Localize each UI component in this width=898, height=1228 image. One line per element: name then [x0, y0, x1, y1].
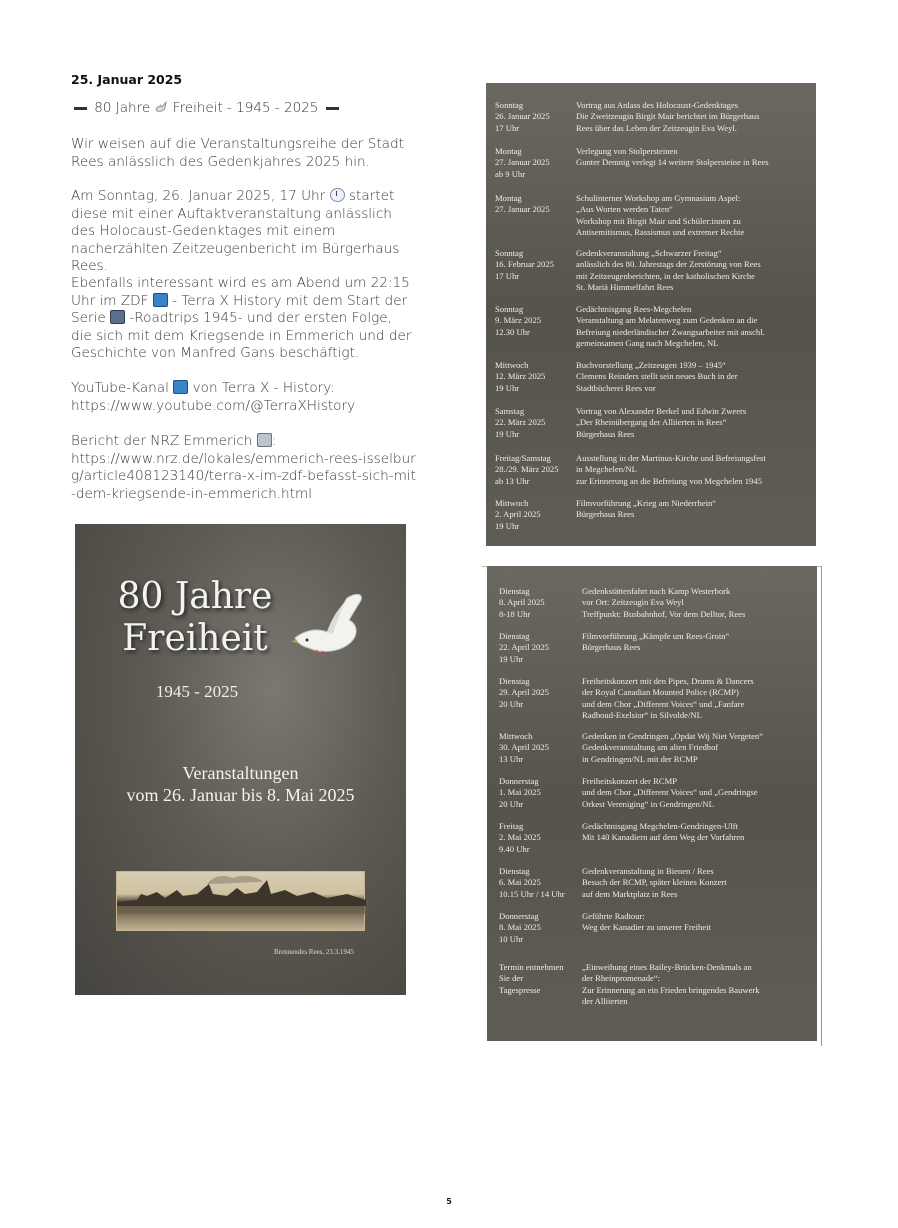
schedule-date-line: Mittwoch: [495, 498, 529, 508]
schedule-description: [582, 821, 816, 844]
tv-paragraph: [71, 275, 416, 363]
schedule-date-line: Dienstag: [499, 866, 530, 876]
schedule-description-line: Veranstaltung am Melatenweg zum Gedenken an die: [576, 315, 758, 326]
schedule-date-line: Dienstag: [499, 676, 530, 686]
schedule-description: [576, 248, 810, 294]
schedule-description-line: Mit 140 Kanadiern auf dem Weg der Vorfahren: [582, 832, 745, 843]
schedule-description-line: Buchvorstellung „Zeitzeugen 1939 – 1945“: [576, 360, 726, 370]
schedule-date: [495, 498, 573, 532]
schedule-description-line: mit Zeitzeugenberichten, in der katholischen Kirche: [576, 270, 755, 281]
nrz-text-a: Bericht der NRZ Emmerich: [71, 433, 253, 449]
schedule-description-line: Gedächtnisgang Rees-Megchelen: [576, 304, 692, 314]
schedule-description-line: vor Ort: Zeitzeugin Eva Weyl: [582, 597, 684, 608]
schedule-date: [495, 248, 573, 282]
schedule-date-line: Termin entnehmen: [499, 962, 564, 972]
schedule-date-line: 17 Uhr: [495, 270, 520, 281]
schedule-date-line: 2. April 2025: [495, 509, 541, 520]
schedule-date-line: 1. Mai 2025: [499, 787, 541, 798]
title-line: [71, 100, 342, 116]
schedule-date-line: 20 Uhr: [499, 698, 524, 709]
schedule-date-line: Sonntag: [495, 100, 524, 110]
schedule-date-line: 22. April 2025: [499, 642, 549, 653]
schedule-description: [582, 586, 816, 620]
schedule-date-line: 19 Uhr: [495, 382, 520, 393]
schedule-date-line: 22. März 2025: [495, 417, 546, 428]
schedule-date-line: 27. Januar 2025: [495, 204, 550, 215]
schedule-date: [495, 193, 573, 216]
schedule-date-line: Dienstag: [499, 586, 530, 596]
schedule-description-line: Filmvorführung „Krieg am Niederrhein“: [576, 498, 717, 508]
schedule-panel-1: [486, 83, 816, 546]
schedule-description-line: Gedächtnisgang Megchelen-Gendringen-Ulft: [582, 821, 738, 831]
schedule-description-line: Gunter Demnig verlegt 14 weitere Stolpersteine in Rees: [576, 157, 769, 168]
schedule-date-line: Tagespresse: [499, 984, 541, 995]
schedule-date-line: 10 Uhr: [499, 933, 524, 944]
nrz-link[interactable]: https://www.nrz.de/lokales/emmerich-rees-isselburg/article408123140/terra-x-im-zdf-befasst-sich-mit-dem-kriegsende-in-emmerich.html: [71, 450, 416, 502]
schedule-description: [576, 360, 810, 394]
schedule-description-line: Gedenkveranstaltung am alten Friedhof: [582, 742, 719, 753]
schedule-description-line: Bürgerhaus Rees: [576, 509, 635, 520]
schedule-description: [576, 304, 810, 350]
schedule-description-line: Vortrag von Alexander Berkel und Edwin Zweers: [576, 406, 747, 416]
schedule-date-line: Donnerstag: [499, 911, 539, 921]
schedule-date-line: 16. Februar 2025: [495, 259, 554, 270]
schedule-description-line: Vortrag aus Anlass des Holocaust-Gedenktages: [576, 100, 739, 110]
schedule-date-line: ab 13 Uhr: [495, 475, 530, 486]
schedule-description-line: Die Zweitzeugin Birgit Mair berichtet im Bürgerhaus: [576, 111, 760, 122]
youtube-text-a: YouTube-Kanal: [71, 380, 169, 396]
schedule-date-line: Montag: [495, 193, 522, 203]
youtube-link[interactable]: https://www.youtube.com/@TerraXHistory: [71, 397, 356, 414]
schedule-date-line: Donnerstag: [499, 776, 539, 786]
dove-icon: [287, 590, 367, 660]
schedule-description-line: und dem Chor „Different Voices“ und „Fanfare: [582, 698, 745, 709]
schedule-description: [576, 498, 810, 521]
schedule-description: [582, 911, 816, 934]
schedule-date-line: 9.40 Uhr: [499, 843, 530, 854]
tv-text-a: Ebenfalls interessant wird es am Abend um 22:15 Uhr im ZDF: [71, 275, 410, 309]
schedule-date: [495, 406, 573, 440]
schedule-description-line: Clemens Reinders stellt sein neues Buch in der: [576, 371, 738, 382]
youtube-paragraph: [71, 380, 416, 415]
schedule-date-line: 8. Mai 2025: [499, 922, 541, 933]
schedule-description-line: der Rheinpromenade“:: [582, 973, 661, 984]
clock-icon: [330, 188, 345, 202]
schedule-date: [495, 453, 573, 487]
schedule-date-line: 26. Januar 2025: [495, 111, 550, 122]
schedule-date-line: 27. Januar 2025: [495, 157, 550, 168]
schedule-description-line: Orkest Vereniging“ in Gendringen/NL: [582, 798, 714, 809]
schedule-description-line: in Megchelen/NL: [576, 464, 637, 475]
schedule-date-line: 10.15 Uhr / 14 Uhr: [499, 888, 565, 899]
schedule-description-line: Zur Erinnerung an ein Frieden bringendes Bauwerk: [582, 984, 760, 995]
schedule-date-line: 29. April 2025: [499, 687, 549, 698]
tv-icon: [153, 293, 168, 307]
schedule-description-line: Bürgerhaus Rees: [576, 428, 635, 439]
nrz-text-b: :: [271, 433, 277, 449]
poster-events: [75, 762, 406, 806]
date-heading: 25. Januar 2025: [71, 72, 183, 87]
schedule-description-line: Verlegung von Stolpersteinen: [576, 146, 678, 156]
schedule-date-line: 6. Mai 2025: [499, 877, 541, 888]
schedule-description-line: anlässlich des 80. Jahrestags der Zerstörung von Rees: [576, 259, 761, 270]
schedule-date: [495, 360, 573, 394]
schedule-description-line: Gedenken in Gendringen „Opdat Wij Niet Vergeten“: [582, 731, 764, 741]
title-part-2: Freiheit - 1945 - 2025: [172, 100, 319, 116]
poster-events-line-1: Veranstaltungen: [182, 763, 299, 783]
event-paragraph: [71, 188, 416, 276]
schedule-description-line: Besuch der RCMP, später kleines Konzert: [582, 877, 727, 888]
schedule-description-line: Weg der Kanadier zu unserer Freiheit: [582, 922, 711, 933]
schedule-date-line: Samstag: [495, 406, 525, 416]
photo-caption: Brennendes Rees, 23.3.1945: [274, 948, 354, 956]
dove-icon: [154, 100, 168, 114]
schedule-description-line: zur Erinnerung an die Befreiung von Megchelen 1945: [576, 475, 762, 486]
page-number: 5: [446, 1197, 452, 1206]
schedule-date: [499, 631, 577, 665]
schedule-date: [499, 731, 577, 765]
poster-title-line-2: Freiheit: [122, 618, 268, 659]
schedule-date-line: 12.30 Uhr: [495, 326, 530, 337]
schedule-description: [582, 962, 816, 1008]
schedule-description-line: gemeinsamen Gang nach Megchelen, NL: [576, 338, 719, 349]
schedule-description-line: Gedenkveranstaltung „Schwarzer Freitag“: [576, 248, 722, 258]
schedule-description-line: Freiheitskonzert mit den Pipes, Drums & Dancers: [582, 676, 754, 686]
schedule-description-line: Workshop mit Birgit Mair und Schüler:innen zu: [576, 215, 741, 226]
event-text-a: Am Sonntag, 26. Januar 2025, 17 Uhr: [71, 188, 326, 204]
schedule-date-line: Sie der: [499, 973, 524, 984]
schedule-date: [495, 100, 573, 134]
schedule-description: [576, 406, 810, 440]
schedule-date-line: 12. März 2025: [495, 371, 546, 382]
tv-text-b: - Terra X History mit dem Start der Serie: [71, 292, 408, 327]
schedule-description-line: Filmvorführung „Kämpfe um Rees-Groin“: [582, 631, 730, 641]
schedule-description-line: Befreiung niederländischer Zwangsarbeiter mit anschl.: [576, 326, 765, 337]
schedule-description-line: Antisemitismus, Rassismus und extremer Rechte: [576, 227, 745, 238]
schedule-description-line: Geführte Radtour:: [582, 911, 645, 921]
schedule-description-line: Treffpunkt: Busbahnhof, Vor dem Delltor, Rees: [582, 608, 746, 619]
poster-title-line-1: 80 Jahre: [117, 576, 273, 617]
nrz-paragraph: [71, 433, 416, 503]
youtube-text-b: von Terra X - History:: [192, 380, 335, 396]
tv-icon: [173, 380, 188, 394]
schedule-description-line: Ausstellung in der Martinus-Kirche und Befreiungsfest: [576, 453, 766, 463]
schedule-description: [582, 866, 816, 900]
schedule-description-line: Freiheitskonzert der RCMP: [582, 776, 677, 786]
schedule-description-line: Gedenkveranstaltung in Bienen / Rees: [582, 866, 714, 876]
schedule-date-line: Sonntag: [495, 248, 524, 258]
dash-icon: [326, 107, 339, 110]
schedule-date: [499, 776, 577, 810]
tv-text-c: -Roadtrips 1945- und der ersten Folge, die sich mit dem Kriegsende in Emmerich und der Geschichte von Manfred Gans beschäftigt.: [71, 310, 412, 362]
schedule-date-line: Freitag: [499, 821, 524, 831]
schedule-date: [499, 586, 577, 620]
burning-town-photo: [116, 871, 365, 931]
schedule-description-line: Bürgerhaus Rees: [582, 642, 641, 653]
poster-years: 1945 - 2025: [155, 682, 239, 701]
schedule-date-line: 8-18 Uhr: [499, 608, 531, 619]
schedule-date-line: 28./29. März 2025: [495, 464, 559, 475]
schedule-description-line: Rees über das Leben der Zeitzeugin Eva Weyl.: [576, 122, 737, 133]
schedule-description: [576, 100, 810, 134]
schedule-panel-2: [487, 566, 817, 1041]
title-part-1: 80 Jahre: [94, 100, 151, 116]
schedule-date: [495, 304, 573, 338]
schedule-date-line: 20 Uhr: [499, 798, 524, 809]
schedule-date: [495, 146, 573, 180]
dash-icon: [74, 107, 87, 110]
newspaper-icon: [257, 433, 272, 447]
schedule-description-line: und dem Chor „Different Voices“ und „Gendringse: [582, 787, 758, 798]
schedule-date-line: Mittwoch: [495, 360, 529, 370]
schedule-date-line: Mittwoch: [499, 731, 533, 741]
schedule-description: [576, 146, 810, 169]
schedule-description-line: in Gendringen/NL mit der RCMP: [582, 753, 698, 764]
schedule-description-line: Schulinterner Workshop am Gymnasium Aspel:: [576, 193, 741, 203]
schedule-date-line: Freitag/Samstag: [495, 453, 551, 463]
schedule-date-line: ab 9 Uhr: [495, 168, 526, 179]
intro-paragraph: Wir weisen auf die Veranstaltungsreihe der Stadt Rees anlässlich des Gedenkjahres 2025 hin.: [71, 136, 404, 170]
schedule-description-line: Radboud-Exelsior“ in Silvolde/NL: [582, 710, 702, 721]
schedule-description-line: auf dem Marktplatz in Rees: [582, 888, 678, 899]
schedule-description: [576, 453, 810, 487]
schedule-date: [499, 911, 577, 945]
schedule-description-line: Gedenkstättenfahrt nach Kamp Westerbork: [582, 586, 731, 596]
train-icon: [110, 310, 125, 324]
schedule-date: [499, 866, 577, 900]
schedule-date-line: Dienstag: [499, 631, 530, 641]
schedule-description: [582, 676, 816, 722]
event-text-b: startet diese mit einer Auftaktveranstaltung anlässlich des Holocaust-Gedenktages mit einem nacherzählten Zeitzeugenbericht im Bürgerhaus Rees.: [71, 188, 400, 275]
frame-line: [821, 566, 822, 1046]
schedule-description: [576, 193, 810, 239]
schedule-date: [499, 821, 577, 855]
schedule-date-line: 17 Uhr: [495, 122, 520, 133]
schedule-date: [499, 676, 577, 710]
schedule-description-line: St. Mariä Himmelfahrt Rees: [576, 282, 674, 293]
schedule-date-line: 8. April 2025: [499, 597, 545, 608]
schedule-date-line: 19 Uhr: [499, 653, 524, 664]
schedule-description-line: „Einweihung eines Bailey-Brücken-Denkmals an: [582, 962, 752, 972]
schedule-description-line: der Royal Canadian Mounted Police (RCMP): [582, 687, 739, 698]
poster-title: [75, 576, 315, 660]
schedule-description-line: „Aus Worten werden Taten“: [576, 204, 673, 215]
schedule-description-line: „Der Rheinübergang der Alliierten in Rees“: [576, 417, 727, 428]
schedule-date-line: Montag: [495, 146, 522, 156]
schedule-date-line: 19 Uhr: [495, 520, 520, 531]
schedule-date: [499, 962, 577, 996]
schedule-date-line: Sonntag: [495, 304, 524, 314]
schedule-description: [582, 731, 816, 765]
schedule-description: [582, 631, 816, 654]
schedule-date-line: 2. Mai 2025: [499, 832, 541, 843]
poster-events-line-2: vom 26. Januar bis 8. Mai 2025: [126, 785, 355, 805]
event-poster: [75, 524, 406, 995]
schedule-description-line: der Alliierten: [582, 996, 628, 1007]
schedule-date-line: 13 Uhr: [499, 753, 524, 764]
schedule-date-line: 30. April 2025: [499, 742, 549, 753]
schedule-description-line: Stadtbücherei Rees vor: [576, 382, 656, 393]
schedule-date-line: 9. März 2025: [495, 315, 542, 326]
schedule-date-line: 19 Uhr: [495, 428, 520, 439]
schedule-description: [582, 776, 816, 810]
